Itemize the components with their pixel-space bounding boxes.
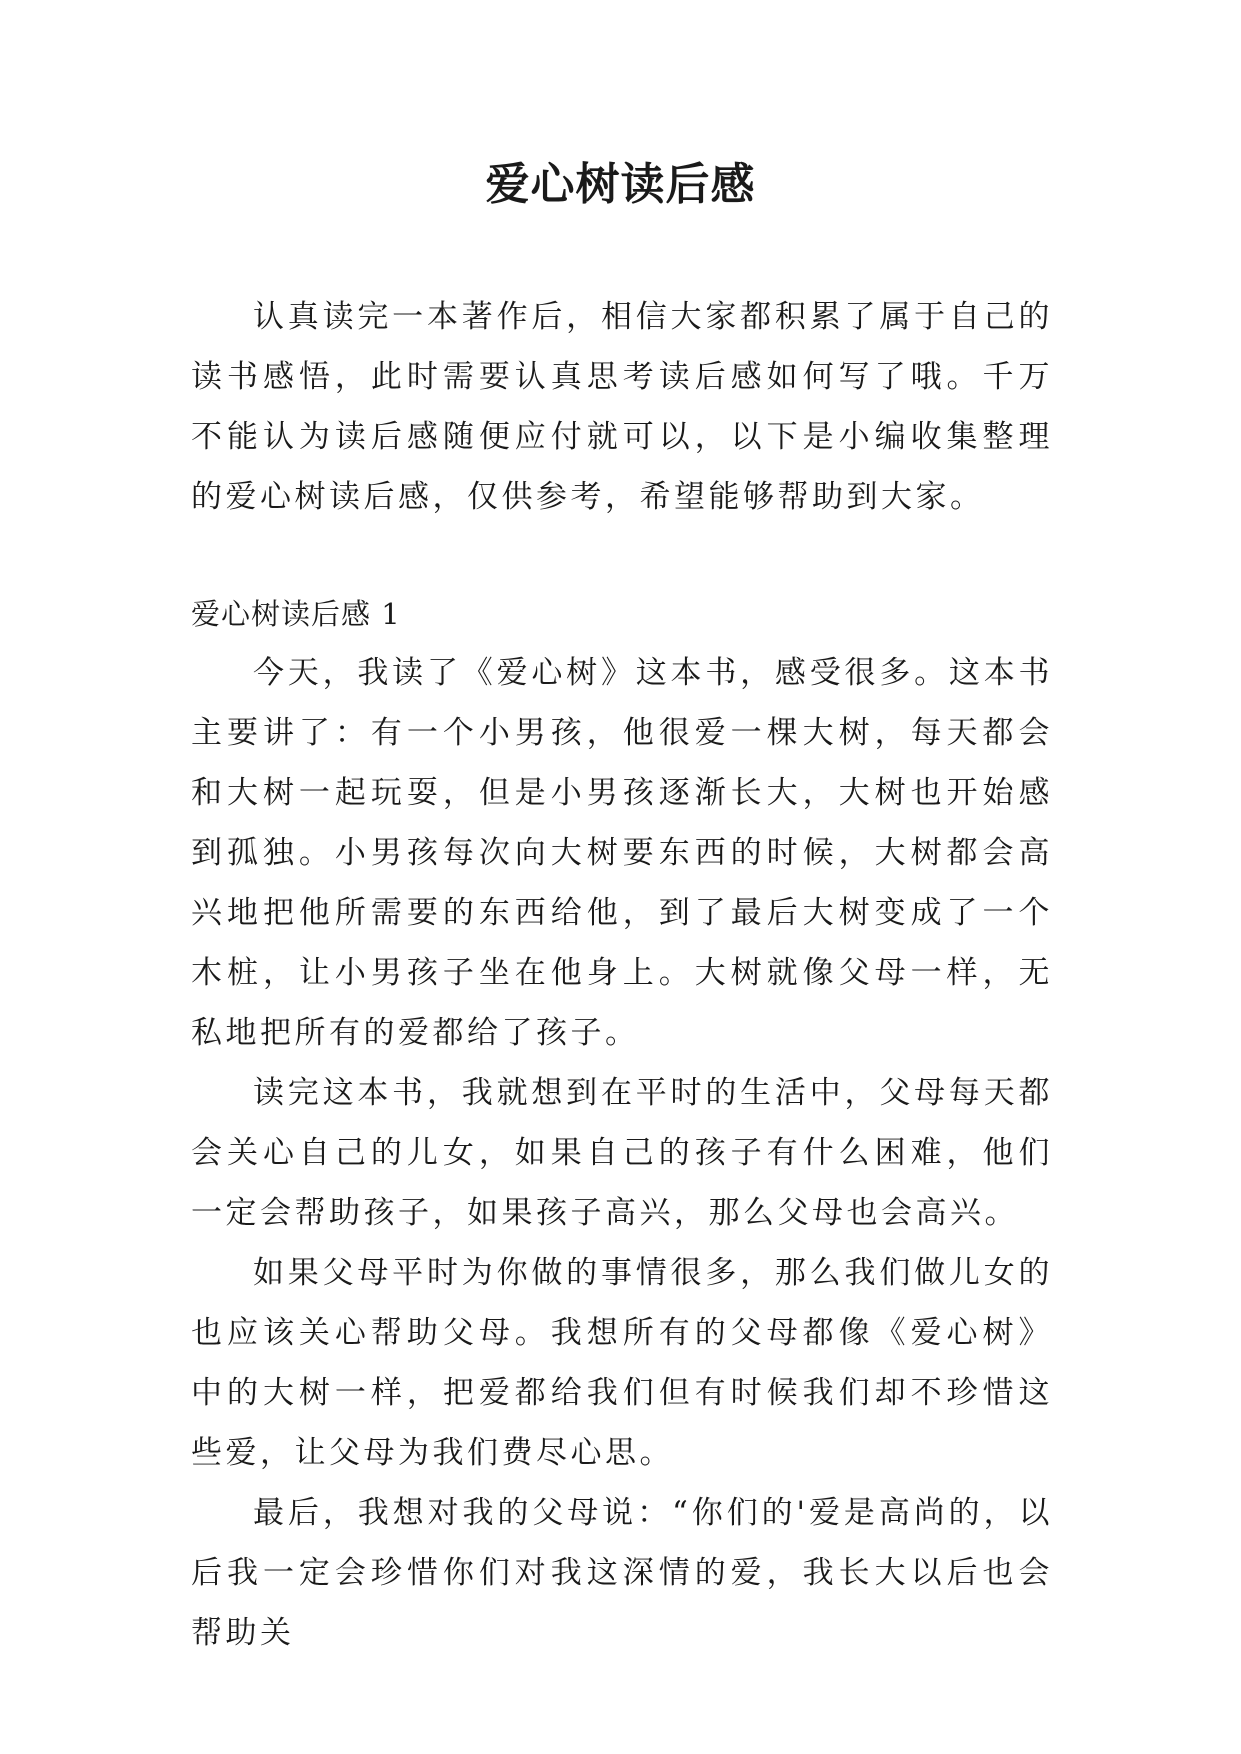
spacer bbox=[191, 527, 1053, 585]
section-heading: 爱心树读后感 1 bbox=[191, 597, 401, 631]
intro-paragraph: 认真读完一本著作后，相信大家都积累了属于自己的读书感悟，此时需要认真思考读后感如何写了哦。千万不能认为读后感随便应付就可以，以下是小编收集整理的爱心树读后感，仅供参考，希望能够帮助到大家。 bbox=[191, 299, 1053, 515]
document-body bbox=[191, 287, 1053, 1663]
body-paragraph-4: 最后，我想对我的父母说：“你们的'爱是高尚的，以后我一定会珍惜你们对我这深情的爱，我长大以后也会帮助关 bbox=[191, 1495, 1053, 1651]
body-paragraph-1: 今天，我读了《爱心树》这本书，感受很多。这本书主要讲了：有一个小男孩，他很爱一棵大树，每天都会和大树一起玩耍，但是小男孩逐渐长大，大树也开始感到孤独。小男孩每次向大树要东西的时候，大树都会高兴地把他所需要的东西给他，到了最后大树变成了一个木桩，让小男孩子坐在他身上。大树就像父母一样，无私地把所有的爱都给了孩子。 bbox=[191, 655, 1053, 1051]
body-paragraph-2: 读完这本书，我就想到在平时的生活中，父母每天都会关心自己的儿女，如果自己的孩子有什么困难，他们一定会帮助孩子，如果孩子高兴，那么父母也会高兴。 bbox=[191, 1075, 1053, 1231]
document-title: 爱心树读后感 bbox=[485, 159, 756, 210]
body-paragraph-3: 如果父母平时为你做的事情很多，那么我们做儿女的也应该关心帮助父母。我想所有的父母都像《爱心树》中的大树一样，把爱都给我们但有时候我们却不珍惜这些爱，让父母为我们费尽心思。 bbox=[191, 1255, 1053, 1471]
